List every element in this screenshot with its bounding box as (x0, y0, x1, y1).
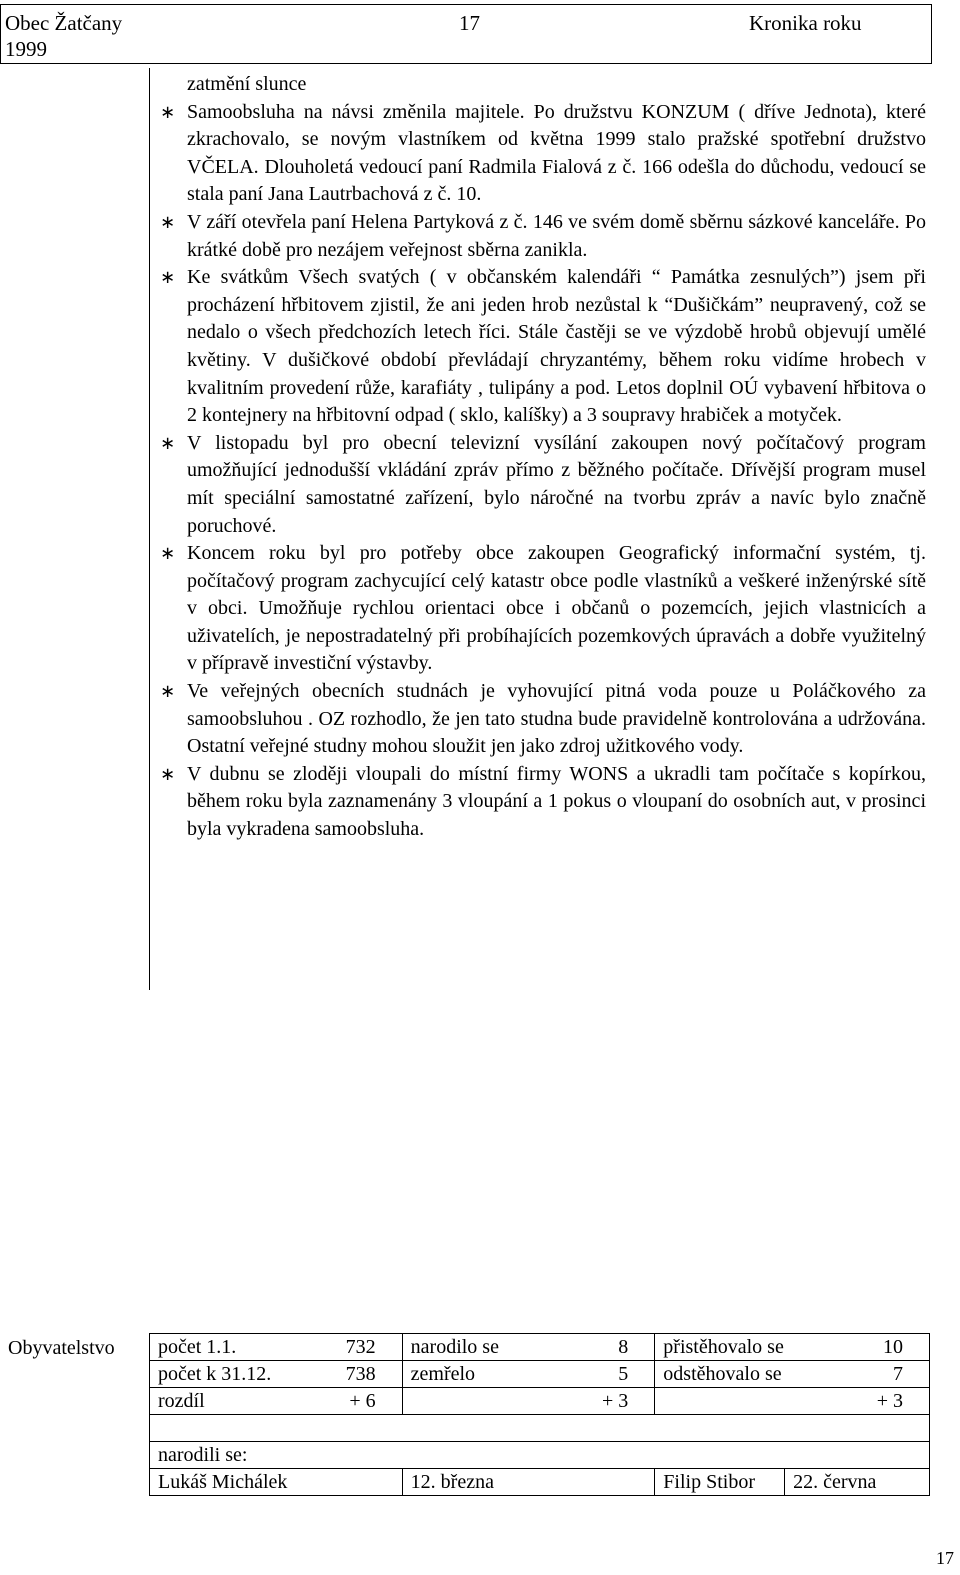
list-item-text: Ke svátkům Všech svatých ( v občanském kalendáři “ Památka zesnulých”) jsem při procházení hřbitovem zjistil, že ani jeden hrob nezůstal k “Dušičkám” neupravený, což se nedalo o všech předchozích letech říci. Stále častěji se ve výzdobě hrobů objevují umělé květiny. V dušičkové období převládají chryzantémy, během roku vidíme hrobech v kvalitním provedení růže, karafiáty , tulipány a pod. Letos doplnil OÚ vybavení hřbitova o 2 kontejnery na hřbitovní odpad ( sklo, kalíšky) a 3 soupravy hrabiček a motyček. (187, 266, 926, 427)
list-item (160, 540, 926, 678)
table-row (150, 1469, 930, 1496)
list-item (160, 761, 926, 844)
cell-value: 10 (883, 1335, 903, 1358)
table-cell (402, 1388, 655, 1415)
list-item-text: Samoobsluha na návsi změnila majitele. Po družstvu KONZUM ( dříve Jednota), které zkrachovalo, se novým vlastníkem od května 1999 stalo pražské spotřební družstvo VČELA. Dlouholetá vedoucí paní Radmila Fialová z č. 166 odešla do důchodu, vedoucí se stala paní Jana Lautrbachová z č. 10. (187, 100, 926, 206)
cell-value: 8 (618, 1335, 629, 1358)
population-table (149, 1333, 930, 1496)
table-cell (402, 1361, 655, 1388)
cell-value: 732 (345, 1335, 376, 1358)
birth-date: 12. března (402, 1469, 655, 1496)
list-item-text: V dubnu se zloději vloupali do místní firmy WONS a ukradli tam počítače s kopírkou, během roku byla zaznamenány 3 vloupání a 1 pokus o vloupaní do osobních aut, v prosinci byla vykradena samoobsluha. (187, 762, 926, 841)
cell-label: narodilo se (410, 1335, 499, 1358)
table-cell (655, 1361, 930, 1388)
list-item-text: Koncem roku byl pro potřeby obce zakoupen Geografický informační systém, tj. počítačový program zachycující celý katastr obce podle vlastníků a veškeré inženýrské sítě v obci. Umožňuje rychlou orientaci obce i občanů o pozemcích, jejich vlastnicích a uživatelích, je nepostradatelný při probíhajících pozemkových úpravách a dobře využitelný v přípravě investiční výstavby. (187, 542, 926, 675)
list-item-text: V listopadu byl pro obecní televizní vysílání zakoupen nový počítačový program umožňující jednodušší vkládání zpráv přímo z běžného počítače. Dřívější program musel mít speciální samostatné zařízení, bylo náročné na tvorbu zpráv a navíc bylo značně poruchové. (187, 431, 926, 537)
cell-value: 5 (618, 1362, 629, 1385)
list-item (160, 209, 926, 264)
list-item-text: V září otevřela paní Helena Partyková z č. 146 ve svém domě sběrnu sázkové kanceláře. Po krátké době pro nezájem veřejnost sběrna zanikla. (187, 210, 926, 261)
intro-line: zatmění slunce (187, 73, 307, 95)
cell-value: 738 (345, 1362, 376, 1385)
header-page-number: 17 (459, 11, 480, 35)
list-item (160, 264, 926, 430)
asterisk-bullet-icon: ∗ (160, 681, 176, 703)
table-cell (150, 1361, 403, 1388)
table-row-empty (150, 1415, 930, 1442)
asterisk-bullet-icon: ∗ (160, 763, 176, 785)
cell-value: 7 (893, 1362, 903, 1385)
birth-name: Lukáš Michálek (150, 1469, 403, 1496)
cell-value: + 6 (349, 1389, 376, 1412)
birth-date: 22. června (785, 1469, 930, 1496)
asterisk-bullet-icon: ∗ (160, 267, 176, 289)
cell-label: počet 1.1. (158, 1335, 237, 1358)
list-item (160, 99, 926, 209)
asterisk-bullet-icon: ∗ (160, 211, 176, 233)
cell-value: + 3 (876, 1389, 903, 1412)
page-header (0, 4, 932, 64)
table-cell (655, 1388, 930, 1415)
margin-rule (149, 68, 150, 990)
table-cell (150, 1334, 403, 1361)
list-item-text: Ve veřejných obecních studnách je vyhovující pitná voda pouze u Poláčkového za samoobsluhou . OZ rozhodlo, že jen tato studna bude pravidelně kontrolována a udržována. Ostatní veřejné studny mohou sloužit jen jako zdroj užitkového vody. (187, 680, 926, 758)
bullet-list (160, 99, 926, 844)
header-title: Obec Žatčany (5, 11, 123, 35)
table-row (150, 1334, 930, 1361)
cell-value: + 3 (602, 1389, 629, 1412)
births-label: narodili se: (150, 1442, 930, 1469)
asterisk-bullet-icon: ∗ (160, 432, 176, 454)
header-year: 1999 (5, 37, 47, 61)
list-item (160, 678, 926, 761)
table-cell (150, 1388, 403, 1415)
birth-name: Filip Stibor (655, 1469, 785, 1496)
chronicle-body (160, 71, 926, 844)
cell-label: odstěhovalo se (663, 1362, 782, 1385)
list-item (160, 430, 926, 540)
table-cell (402, 1334, 655, 1361)
asterisk-bullet-icon: ∗ (160, 101, 176, 123)
table-row (150, 1442, 930, 1469)
footer-page-number: 17 (936, 1548, 954, 1568)
asterisk-bullet-icon: ∗ (160, 543, 176, 565)
table-cell (655, 1334, 930, 1361)
cell-label: přistěhovalo se (663, 1335, 784, 1358)
population-label: Obyvatelstvo (8, 1337, 115, 1359)
table-row (150, 1361, 930, 1388)
table-row (150, 1388, 930, 1415)
cell-label: počet k 31.12. (158, 1362, 272, 1385)
header-chronicle-label: Kronika roku (749, 11, 862, 35)
cell-label: zemřelo (410, 1362, 476, 1385)
cell-label: rozdíl (158, 1389, 205, 1412)
